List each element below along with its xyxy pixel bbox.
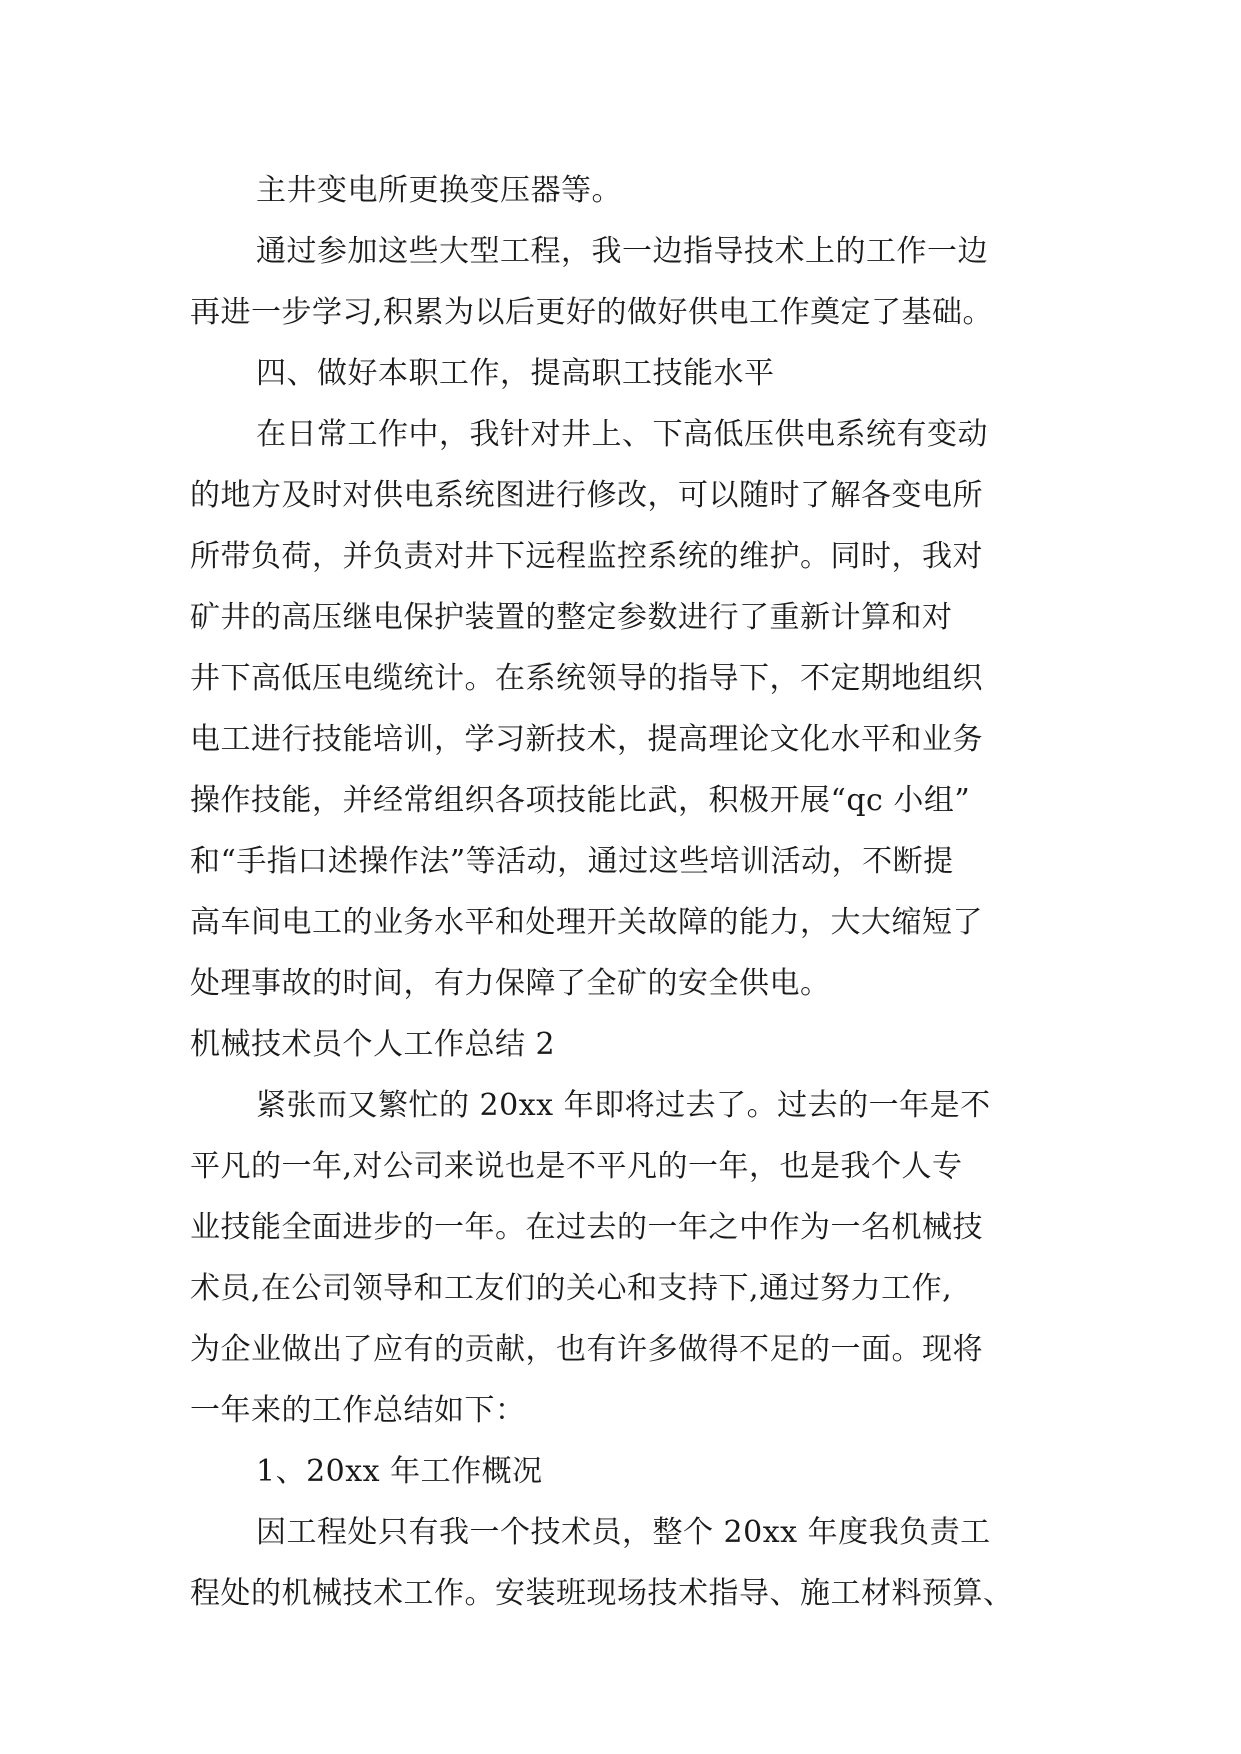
text-line: 在日常工作中，我针对井上、下高低压供电系统有变动 [256,417,988,452]
text-line: 的地方及时对供电系统图进行修改，可以随时了解各变电所 [190,478,983,513]
text-line: 程处的机械技术工作。安装班现场技术指导、施工材料预算、 [190,1576,1014,1611]
section-heading: 四、做好本职工作，提高职工技能水平 [256,356,775,391]
text-line: 处理事故的时间，有力保障了全矿的安全供电。 [190,966,831,1001]
document-body [190,160,1052,1624]
text-line: 再进一步学习,积累为以后更好的做好供电工作奠定了基础。 [190,295,994,330]
text-line: 为企业做出了应有的贡献，也有许多做得不足的一面。现将 [190,1332,983,1367]
text-line: 平凡的一年,对公司来说也是不平凡的一年，也是我个人专 [190,1149,963,1184]
text-line: 业技能全面进步的一年。在过去的一年之中作为一名机械技 [190,1210,983,1245]
text-line: 通过参加这些大型工程，我一边指导技术上的工作一边 [256,234,988,269]
text-line: 和“手指口述操作法”等活动，通过这些培训活动，不断提 [190,844,954,879]
text-line: 高车间电工的业务水平和处理开关故障的能力，大大缩短了 [190,905,983,940]
text-line: 矿井的高压继电保护装置的整定参数进行了重新计算和对 [190,600,953,635]
text-line: 所带负荷，并负责对井下远程监控系统的维护。同时，我对 [190,539,983,574]
text-line: 井下高低压电缆统计。在系统领导的指导下，不定期地组织 [190,661,983,696]
document-title: 机械技术员个人工作总结 2 [190,1027,556,1062]
text-line: 操作技能，并经常组织各项技能比武，积极开展“qc 小组” [190,783,971,818]
text-line: 主井变电所更换变压器等。 [256,173,622,208]
text-line: 电工进行技能培训，学习新技术，提高理论文化水平和业务 [190,722,983,757]
text-line: 术员,在公司领导和工友们的关心和支持下,通过努力工作, [190,1271,953,1306]
text-line: 一年来的工作总结如下： [190,1393,526,1428]
section-heading: 1、20xx 年工作概况 [256,1454,543,1489]
text-line: 紧张而又繁忙的 20xx 年即将过去了。过去的一年是不 [256,1088,991,1123]
text-line: 因工程处只有我一个技术员，整个 20xx 年度我负责工 [256,1515,991,1550]
